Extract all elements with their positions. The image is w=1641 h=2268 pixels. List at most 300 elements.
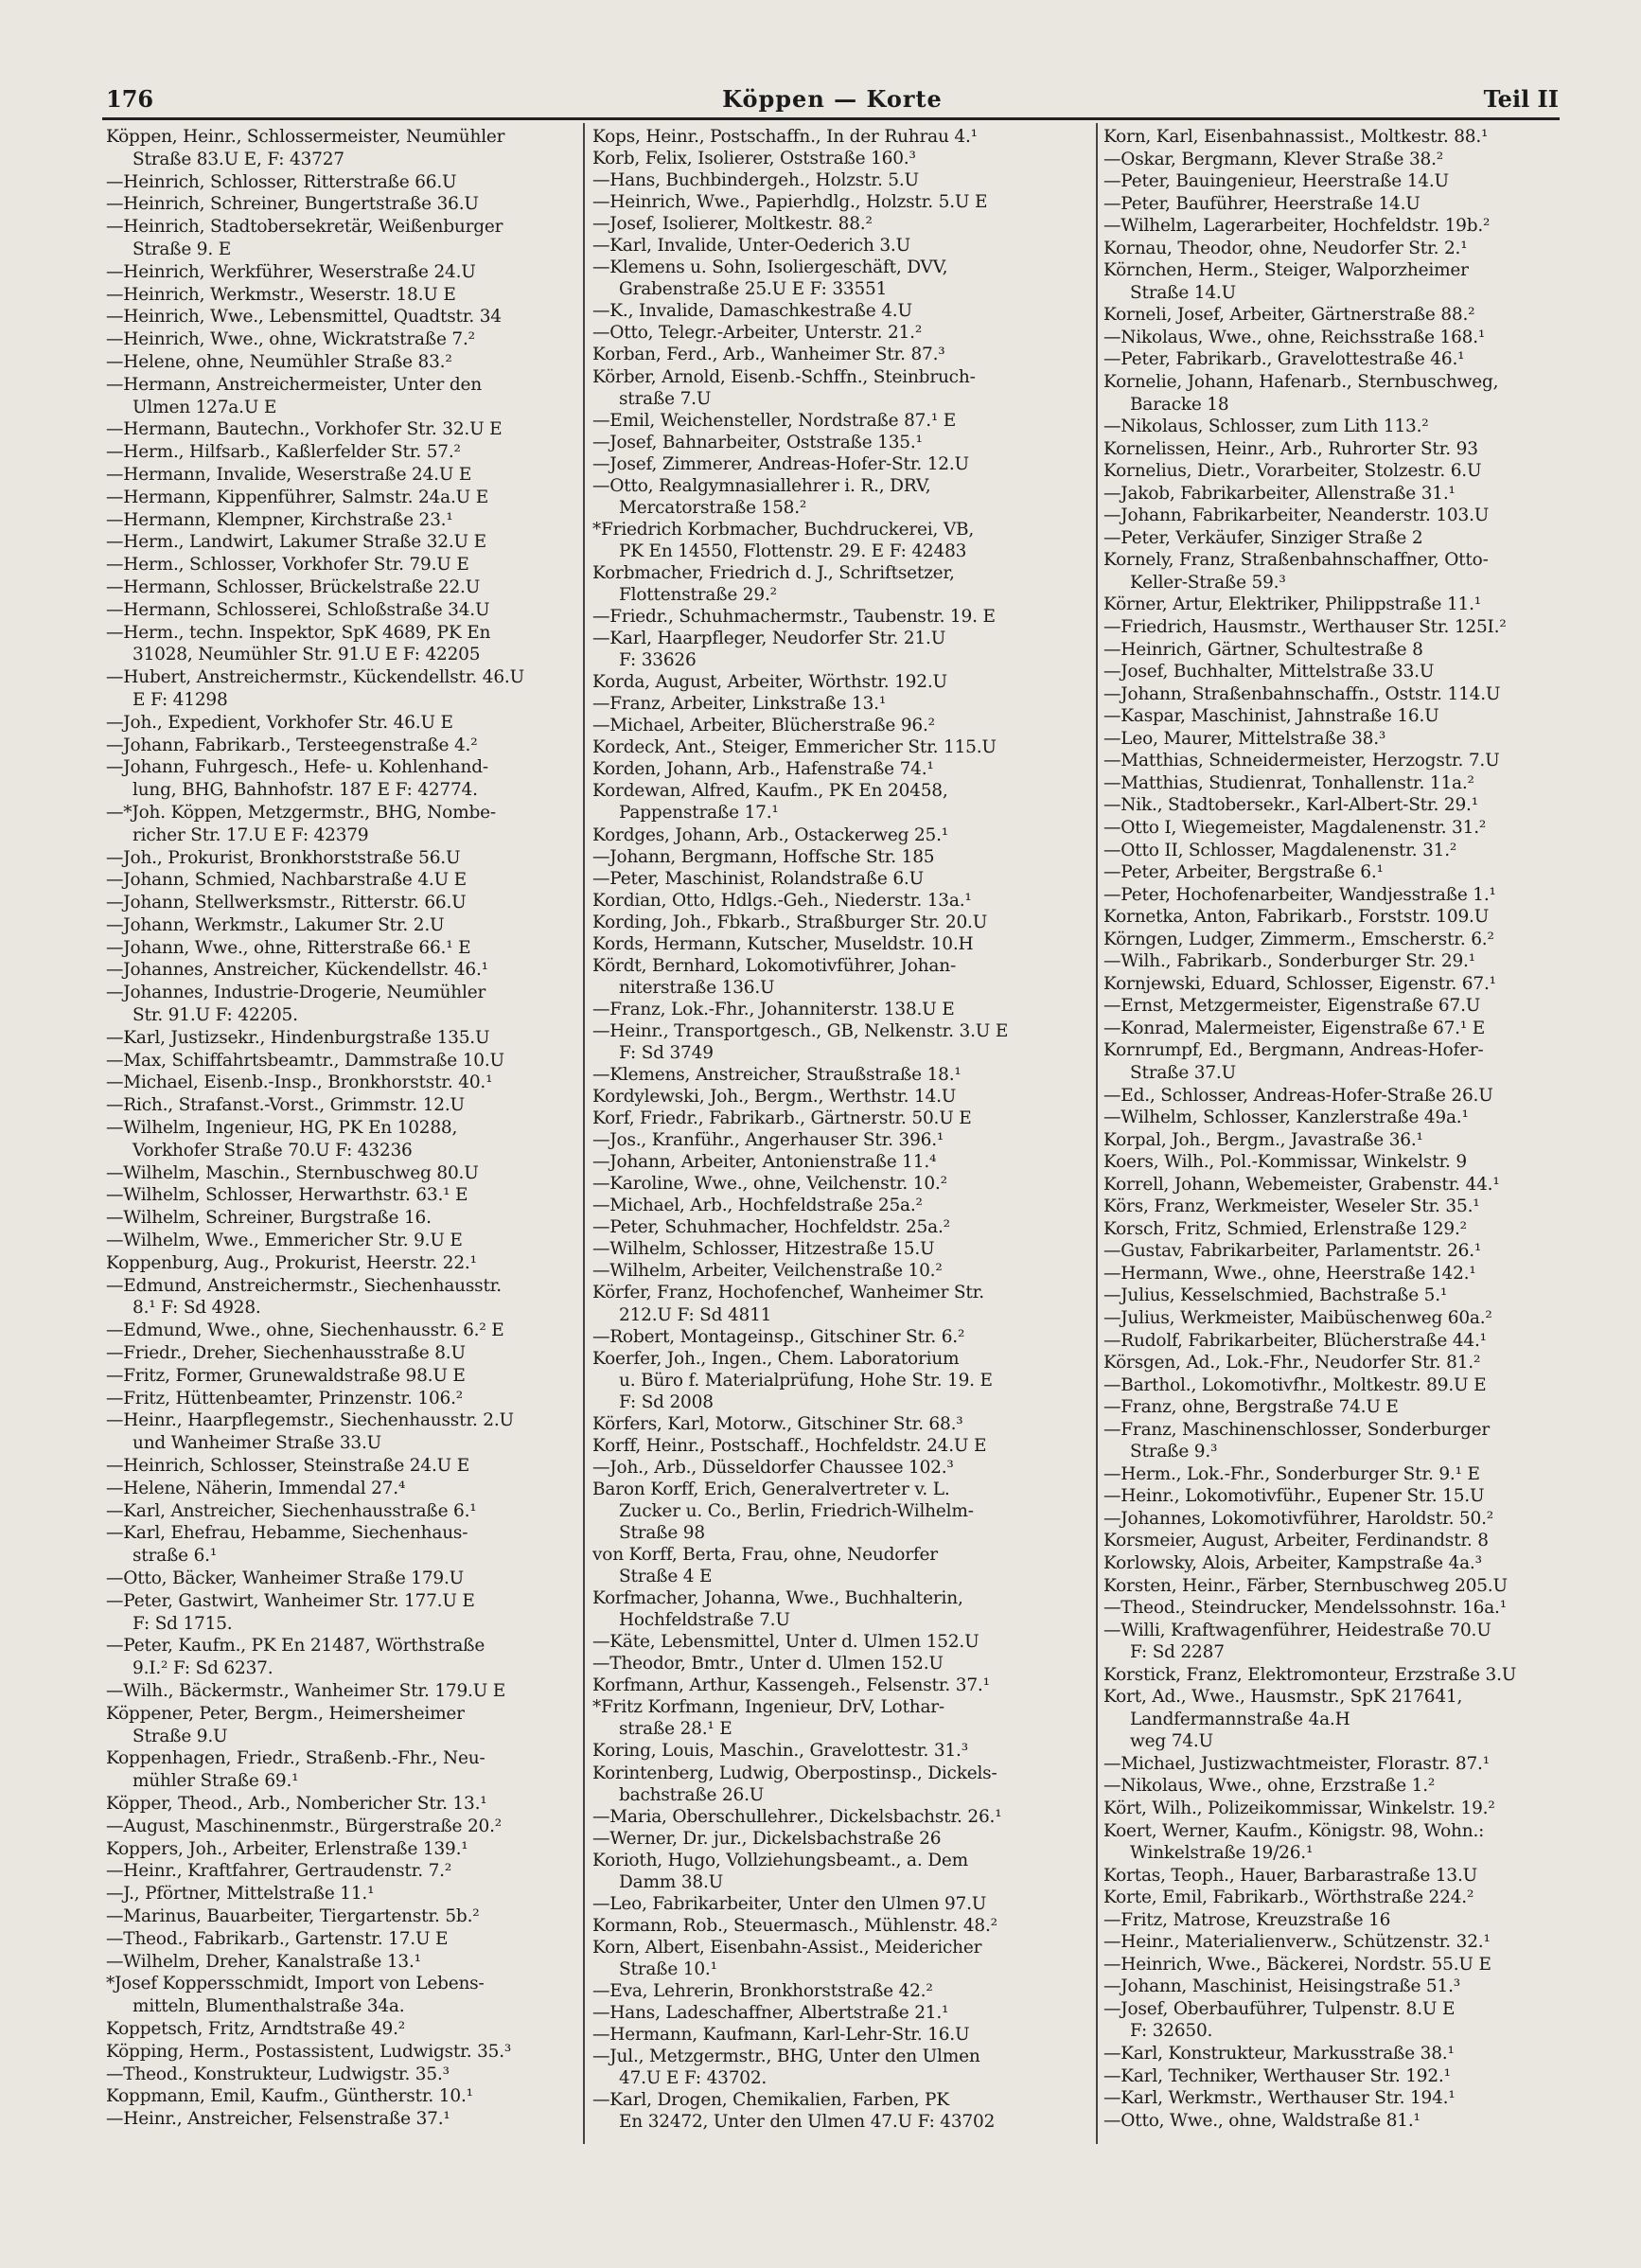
entry-line: Kort, Ad., Wwe., Hausmstr., SpK 217641,: [1103, 1687, 1463, 1708]
entry-line: —Otto II, Schlosser, Magdalenenstr. 31.²: [1103, 840, 1457, 860]
entry-line: —Nik., Stadtobersekr., Karl-Albert-Str. 29.¹: [1103, 795, 1478, 816]
directory-entry: [106, 418, 579, 441]
entry-line: —Friedr., Schuhmachermstr., Taubenstr. 19. E: [592, 607, 996, 628]
entry-line: —Peter, Kaufm., PK En 21487, Wörthstraße: [106, 1636, 485, 1657]
entry-line: —Rudolf, Fabrikarbeiter, Blücherstraße 44.¹: [1103, 1330, 1487, 1351]
directory-entry: [1103, 505, 1560, 527]
directory-column-1: [106, 126, 579, 2131]
entry-line: —Karl, Invalide, Unter-Oederich 3.U: [592, 236, 911, 257]
header-rule: [102, 117, 1560, 120]
directory-entry: [592, 1587, 1092, 1631]
directory-entry: [592, 562, 1092, 606]
directory-entry: [106, 1230, 579, 1252]
entry-line: —Marinus, Bauarbeiter, Tiergartenstr. 5b.²: [106, 1905, 480, 1926]
directory-entry: [106, 1409, 579, 1455]
directory-entry: [592, 366, 1092, 410]
page-number: 176: [106, 85, 154, 113]
directory-entry: [592, 1282, 1092, 1325]
directory-entry: [592, 235, 1092, 257]
entry-continuation-line: 212.U F: Sd 4811: [619, 1304, 772, 1325]
entry-continuation-line: Straße 9. E: [132, 239, 232, 259]
directory-entry: [1103, 840, 1560, 862]
entry-continuation-line: Keller-Straße 59.³: [1130, 572, 1286, 593]
directory-entry: [1103, 549, 1560, 594]
directory-entry: [592, 1064, 1092, 1086]
directory-entry: [1103, 594, 1560, 616]
entry-line: —Oskar, Bergmann, Klever Straße 38.²: [1103, 149, 1443, 169]
entry-line: Köpper, Theod., Arb., Nombericher Str. 13.¹: [106, 1793, 487, 1814]
directory-entry: [592, 1828, 1092, 1850]
entry-line: —Klemens, Anstreicher, Straußstraße 18.¹: [592, 1065, 962, 1086]
entry-line: —Theod., Fabrikarb., Gartenstr. 17.U E: [106, 1928, 449, 1949]
entry-line: —Heinr., Materialienverw., Schützenstr. 32.¹: [1103, 1932, 1491, 1953]
directory-entry: [1103, 861, 1560, 884]
entry-continuation-line: 47.U E F: 43702.: [619, 2068, 768, 2089]
entry-line: —Johannes, Lokomotivführer, Haroldstr. 50.²: [1103, 1508, 1493, 1529]
directory-entry: [106, 441, 579, 464]
directory-entry: [1103, 1530, 1560, 1552]
entry-continuation-line: Hochfeldstraße 7.U: [619, 1610, 790, 1631]
directory-entry: [1103, 371, 1560, 416]
directory-entry: [106, 1275, 579, 1320]
directory-entry: [106, 2041, 579, 2064]
directory-entry: [1103, 1085, 1560, 1107]
entry-line: *Friedrich Korbmacher, Buchdruckerei, VB,: [592, 519, 975, 540]
directory-entry: [106, 937, 579, 960]
entry-continuation-line: Damm 38.U: [619, 1871, 724, 1892]
directory-entry: [592, 322, 1092, 344]
directory-entry: [592, 1086, 1092, 1107]
entry-line: —Hermann, Klempner, Kirchstraße 23.¹: [106, 509, 453, 530]
directory-entry: [592, 1631, 1092, 1653]
entry-line: —Wilhelm, Ingenieur, HG, PK En 10288,: [106, 1118, 458, 1139]
entry-line: —Hermann, Kaufmann, Karl-Lehr-Str. 16.U: [592, 2025, 970, 2046]
entry-line: —Hans, Ladeschaffner, Albertstraße 21.¹: [592, 2003, 949, 2024]
entry-continuation-line: 8.¹ F: Sd 4928.: [132, 1298, 261, 1319]
entry-line: —Wilhelm, Schreiner, Burgstraße 16.: [106, 1208, 432, 1229]
entry-line: —Matthias, Studienrat, Tonhallenstr. 11a.²: [1103, 772, 1474, 793]
entry-line: —Hermann, Kippenführer, Salmstr. 24a.U E: [106, 487, 489, 507]
entry-line: —Herm., Landwirt, Lakumer Straße 32.U E: [106, 532, 486, 553]
entry-line: Korioth, Hugo, Vollziehungsbeamt., a. Dem: [592, 1850, 968, 1870]
entry-continuation-line: 9.I.² F: Sd 6237.: [132, 1658, 274, 1679]
entry-line: —Gustav, Fabrikarbeiter, Parlamentstr. 26.¹: [1103, 1241, 1482, 1262]
entry-line: Koers, Wilh., Pol.-Kommissar, Winkelstr. 9: [1103, 1152, 1467, 1173]
entry-line: —Franz, ohne, Bergstraße 74.U E: [1103, 1397, 1399, 1418]
directory-entry: [1103, 1129, 1560, 1152]
directory-entry: [592, 912, 1092, 933]
entry-line: Koppetsch, Fritz, Arndtstraße 49.²: [106, 2018, 406, 2039]
entry-line: Kordylewski, Joh., Bergm., Werthstr. 14.U: [592, 1087, 957, 1107]
entry-line: Korte, Emil, Fabrikarb., Wörthstraße 224.²: [1103, 1887, 1474, 1908]
directory-entry: [106, 464, 579, 487]
entry-line: Kordges, Johann, Arb., Ostackerweg 25.¹: [592, 824, 949, 845]
entry-line: —Joh., Expedient, Vorkhofer Str. 46.U E: [106, 712, 453, 733]
entry-line: Koring, Louis, Maschin., Gravelottestr. 31.³: [592, 1741, 968, 1762]
entry-line: —Heinrich, Werkführer, Weserstraße 24.U: [106, 261, 476, 282]
entry-line: Koppenhagen, Friedr., Straßenb.-Fhr., Neu-: [106, 1748, 485, 1769]
entry-continuation-line: Winkelstraße 19/26.¹: [1130, 1843, 1314, 1864]
directory-entry: [106, 1027, 579, 1050]
entry-line: —Fritz, Former, Grunewaldstraße 98.U E: [106, 1365, 466, 1386]
directory-entry: [106, 847, 579, 870]
entry-line: —Hermann, Schlosserei, Schloßstraße 34.U: [106, 599, 490, 620]
entry-line: —Max, Schiffahrtsbeamtr., Dammstraße 10.U: [106, 1050, 504, 1071]
entry-line: Korintenberg, Ludwig, Oberpostinsp., Dickels-: [592, 1763, 997, 1783]
directory-entry: [592, 1696, 1092, 1740]
directory-entry: [1103, 1151, 1560, 1174]
entry-line: —Nikolaus, Wwe., ohne, Erzstraße 1.²: [1103, 1776, 1436, 1797]
entry-line: —Karl, Techniker, Werthauser Str. 192.¹: [1103, 2065, 1451, 2086]
part-label: Teil II: [1483, 85, 1559, 113]
entry-line: —Friedr., Dreher, Siechenhausstraße 8.U: [106, 1343, 466, 1364]
directory-entry: [592, 1740, 1092, 1762]
entry-line: Körs, Franz, Werkmeister, Weseler Str. 35.¹: [1103, 1196, 1480, 1217]
directory-entry: [1103, 193, 1560, 216]
directory-entry: [1103, 1307, 1560, 1330]
entry-line: —Edmund, Wwe., ohne, Siechenhausstr. 6.² E: [106, 1320, 504, 1341]
directory-entry: [1103, 705, 1560, 728]
entry-line: Kordian, Otto, Hdlgs.-Geh., Niederstr. 13a.¹: [592, 890, 972, 911]
directory-entry: [106, 599, 579, 622]
directory-entry: [592, 736, 1092, 758]
entry-continuation-line: F: Sd 3749: [619, 1042, 714, 1063]
entry-continuation-line: Straße 98: [619, 1523, 705, 1543]
directory-entry: [1103, 416, 1560, 438]
directory-entry: [592, 999, 1092, 1020]
directory-entry: [1103, 639, 1560, 662]
entry-line: Korb, Felix, Isolierer, Oststraße 160.³: [592, 149, 916, 169]
entry-continuation-line: PK En 14550, Flottenstr. 29. E F: 42483: [619, 540, 967, 561]
entry-continuation-line: Straße 9.³: [1130, 1442, 1218, 1462]
directory-entry: [106, 193, 579, 216]
directory-entry: [106, 2018, 579, 2041]
entry-line: —Heinrich, Schreiner, Bungertstraße 36.U: [106, 194, 479, 215]
entry-continuation-line: niterstraße 136.U: [619, 977, 775, 998]
entry-continuation-line: Pappenstraße 17.¹: [619, 803, 779, 824]
directory-entry: [1103, 2065, 1560, 2088]
directory-entry: [106, 1635, 579, 1680]
entry-line: —Heinr., Haarpflegemstr., Siechenhausstr. 2.U: [106, 1410, 514, 1431]
directory-entry: [1103, 772, 1560, 795]
directory-entry: [1103, 2110, 1560, 2133]
entry-continuation-line: straße 6.¹: [132, 1546, 218, 1567]
directory-entry: [106, 487, 579, 509]
directory-entry: [106, 1184, 579, 1207]
directory-entry: [592, 148, 1092, 169]
entry-line: —Herm., techn. Inspektor, SpK 4689, PK En: [106, 622, 491, 643]
entry-line: Korpal, Joh., Bergm., Javastraße 36.¹: [1103, 1129, 1423, 1150]
directory-entry: [1103, 2087, 1560, 2110]
entry-continuation-line: F: 32650.: [1130, 2021, 1213, 2042]
directory-entry: [106, 1816, 579, 1838]
entry-line: —Josef, Zimmerer, Andreas-Hofer-Str. 12.U: [592, 453, 969, 474]
directory-entry: [106, 171, 579, 194]
directory-entry: [592, 1151, 1092, 1173]
directory-entry: [106, 1320, 579, 1342]
directory-entry: [1103, 661, 1560, 683]
directory-entry: [106, 1522, 579, 1568]
entry-continuation-line: und Wanheimer Straße 33.U: [132, 1433, 382, 1454]
entry-line: Körnchen, Herm., Steiger, Walporzheimer: [1103, 260, 1469, 281]
directory-entry: [1103, 348, 1560, 371]
entry-continuation-line: Vorkhofer Straße 70.U F: 43236: [132, 1140, 413, 1161]
directory-entry: [106, 869, 579, 892]
entry-line: —Nikolaus, Wwe., ohne, Reichsstraße 168.¹: [1103, 327, 1486, 347]
entry-line: —Fritz, Hüttenbeamter, Prinzenstr. 106.²: [106, 1388, 463, 1409]
entry-line: —Peter, Bauingenieur, Heerstraße 14.U: [1103, 171, 1449, 192]
entry-line: —Joh., Arb., Düsseldorfer Chaussee 102.³: [592, 1457, 954, 1478]
entry-line: Koert, Werner, Kaufm., Königstr. 98, Wohn.:: [1103, 1820, 1485, 1841]
directory-entry: [106, 1905, 579, 1928]
directory-entry: [106, 576, 579, 599]
entry-continuation-line: Zucker u. Co., Berlin, Friedrich-Wilhelm-: [619, 1500, 974, 1521]
entry-line: —Julius, Werkmeister, Maibüschenweg 60a.²: [1103, 1307, 1492, 1328]
entry-line: —Hermann, Invalide, Weserstraße 24.U E: [106, 464, 472, 485]
entry-line: —Wilhelm, Dreher, Kanalstraße 13.¹: [106, 1951, 421, 1972]
entry-line: —Käte, Lebensmittel, Unter d. Ulmen 152.U: [592, 1632, 979, 1653]
entry-continuation-line: Ulmen 127a.U E: [132, 397, 277, 417]
entry-line: —Michael, Justizwachtmeister, Florastr. 87.¹: [1103, 1753, 1490, 1774]
entry-line: —Johann, Werkmstr., Lakumer Str. 2.U: [106, 914, 445, 935]
entry-line: —*Joh. Köppen, Metzgermstr., BHG, Nombe-: [106, 802, 496, 823]
entry-line: Korstick, Franz, Elektromonteur, Erzstraße 3.U: [1103, 1664, 1517, 1685]
entry-line: —Rich., Strafanst.-Vorst., Grimmstr. 12.U: [106, 1095, 465, 1116]
entry-line: —Kaspar, Maschinist, Jahnstraße 16.U: [1103, 706, 1439, 727]
entry-line: —Josef, Bahnarbeiter, Oststraße 135.¹: [592, 432, 923, 452]
running-title: Köppen — Korte: [722, 85, 943, 113]
directory-entry: [106, 756, 579, 802]
directory-entry: [592, 2002, 1092, 2024]
directory-entry: [1103, 1419, 1560, 1463]
directory-entry: [1103, 884, 1560, 907]
directory-entry: [1103, 1196, 1560, 1218]
entry-line: —Wilhelm, Maschin., Sternbuschweg 80.U: [106, 1162, 479, 1183]
directory-entry: [106, 531, 579, 554]
directory-entry: [1103, 1396, 1560, 1419]
entry-continuation-line: Straße 83.U E, F: 43727: [132, 149, 344, 169]
directory-entry: [1103, 2043, 1560, 2065]
directory-entry: [106, 374, 579, 419]
entry-line: Kords, Hermann, Kutscher, Museldstr. 10.H: [592, 933, 974, 954]
entry-line: —Ernst, Metzgermeister, Eigenstraße 67.U: [1103, 996, 1481, 1017]
directory-entry: [106, 1094, 579, 1117]
directory-entry: [106, 1747, 579, 1793]
entry-line: Koppers, Joh., Arbeiter, Erlenstraße 139.¹: [106, 1838, 468, 1859]
entry-line: Köppener, Peter, Bergm., Heimersheimer: [106, 1703, 465, 1724]
directory-entry: [1103, 460, 1560, 483]
entry-line: Korfmann, Arthur, Kassengeh., Felsenstr. 37.¹: [592, 1675, 990, 1696]
directory-entry: [592, 606, 1092, 628]
directory-entry: [1103, 1775, 1560, 1798]
entry-line: Körner, Artur, Elektriker, Philippstraße 11.¹: [1103, 594, 1481, 615]
entry-line: —Heinr., Lokomotivführ., Eupener Str. 15.U: [1103, 1486, 1485, 1507]
directory-entry: [1103, 794, 1560, 817]
entry-line: —Johann, Wwe., ohne, Ritterstraße 66.¹ E: [106, 937, 471, 958]
entry-line: —Heinrich, Wwe., ohne, Wickratstraße 7.²: [106, 329, 475, 350]
entry-continuation-line: straße 28.¹ E: [619, 1719, 732, 1740]
entry-line: —Heinrich, Wwe., Papierhdlg., Holzstr. 5.U E: [592, 192, 988, 213]
directory-entry: [1103, 170, 1560, 193]
directory-entry: [1103, 1463, 1560, 1486]
directory-entry: [1103, 1330, 1560, 1353]
entry-line: —Maria, Oberschullehrer., Dickelsbachstr. 26.¹: [592, 1806, 1002, 1827]
directory-entry: [592, 1674, 1092, 1696]
entry-line: —Helene, ohne, Neumühler Straße 83.²: [106, 351, 452, 372]
directory-entry: [106, 216, 579, 261]
directory-entry: [592, 257, 1092, 300]
entry-line: Körngen, Ludger, Zimmerm., Emscherstr. 6.²: [1103, 929, 1494, 949]
directory-entry: [1103, 1931, 1560, 1954]
directory-entry: [1103, 238, 1560, 260]
entry-line: —Franz, Arbeiter, Linkstraße 13.¹: [592, 694, 887, 715]
directory-entry: [592, 1457, 1092, 1479]
entry-line: Koppenburg, Aug., Prokurist, Heerstr. 22.¹: [106, 1252, 477, 1273]
directory-entry: [1103, 1954, 1560, 1976]
entry-line: —Hermann, Bautechn., Vorkhofer Str. 32.U E: [106, 419, 503, 440]
directory-entry: [1103, 1285, 1560, 1307]
entry-line: —Peter, Bauführer, Heerstraße 14.U: [1103, 193, 1420, 214]
entry-continuation-line: F: 33626: [619, 650, 697, 671]
entry-line: —Wilhelm, Lagerarbeiter, Hochfeldstr. 19b.²: [1103, 216, 1491, 237]
entry-line: —Otto, Telegr.-Arbeiter, Unterstr. 21.²: [592, 323, 923, 344]
directory-entry: [592, 1806, 1092, 1828]
directory-entry: [1103, 1664, 1560, 1687]
entry-line: Kört, Wilh., Polizeikommissar, Winkelstr. 19.²: [1103, 1798, 1495, 1819]
entry-line: Korden, Johann, Arb., Hafenstraße 74.¹: [592, 759, 934, 780]
directory-entry: [1103, 215, 1560, 238]
directory-entry: [106, 1860, 579, 1883]
directory-entry: [1103, 1263, 1560, 1285]
directory-entry: [592, 1413, 1092, 1435]
entry-line: Kördt, Bernhard, Lokomotivführer, Johan-: [592, 955, 956, 976]
entry-line: Korff, Heinr., Postschaff., Hochfeldstr. 24.U E: [592, 1435, 987, 1456]
directory-entry: [592, 1195, 1092, 1216]
directory-entry: [1103, 1798, 1560, 1820]
directory-entry: [1103, 259, 1560, 304]
directory-entry: [1103, 1485, 1560, 1508]
directory-entry: [592, 475, 1092, 519]
entry-line: Korf, Friedr., Fabrikarb., Gärtnerstr. 50.U E: [592, 1108, 972, 1129]
directory-entry: [1103, 950, 1560, 973]
directory-entry: [106, 554, 579, 576]
entry-line: —Wilh., Bäckermstr., Wanheimer Str. 179.U E: [106, 1680, 506, 1701]
directory-entry: [1103, 126, 1560, 149]
directory-entry: [106, 892, 579, 914]
directory-entry: [592, 868, 1092, 890]
directory-entry: [106, 1365, 579, 1388]
entry-line: Körsgen, Ad., Lok.-Fhr., Neudorfer Str. 81.²: [1103, 1353, 1481, 1373]
entry-line: —Heinrich, Schlosser, Ritterstraße 66.U: [106, 171, 457, 192]
entry-line: Körfers, Karl, Motorw., Gitschiner Str. 68.³: [592, 1413, 963, 1434]
column-divider: [1096, 123, 1098, 2144]
entry-line: —Otto, Bäcker, Wanheimer Straße 179.U: [106, 1568, 465, 1588]
entry-line: Korsmeier, August, Arbeiter, Ferdinandstr. 8: [1103, 1531, 1489, 1551]
entry-line: —Wilhelm, Schlosser, Hitzestraße 15.U: [592, 1239, 935, 1260]
entry-line: —Theodor, Bmtr., Unter d. Ulmen 152.U: [592, 1654, 944, 1674]
entry-continuation-line: Straße 37.U: [1130, 1062, 1236, 1083]
entry-line: —Johann, Schmied, Nachbarstraße 4.U E: [106, 870, 467, 891]
entry-continuation-line: straße 7.U: [619, 388, 712, 409]
directory-entry: [106, 1478, 579, 1500]
directory-entry: [1103, 1597, 1560, 1620]
entry-continuation-line: mitteln, Blumenthalstraße 34a.: [132, 1996, 405, 2017]
directory-entry: [1103, 1865, 1560, 1887]
directory-entry: [106, 1838, 579, 1861]
entry-line: Kornjewski, Eduard, Schlosser, Eigenstr. 67.¹: [1103, 973, 1496, 994]
directory-entry: [1103, 1909, 1560, 1932]
directory-column-3: [1103, 126, 1560, 2132]
entry-line: —Heinr., Anstreicher, Felsenstraße 37.¹: [106, 2109, 450, 2130]
entry-line: —Jakob, Fabrikarbeiter, Allenstraße 31.¹: [1103, 483, 1456, 504]
entry-line: Köpping, Herm., Postassistent, Ludwigstr. 35.³: [106, 2041, 512, 2062]
entry-line: —Hermann, Anstreichermeister, Unter den: [106, 374, 482, 395]
directory-entry: [1103, 1753, 1560, 1776]
entry-line: —Franz, Lok.-Fhr., Johanniterstr. 138.U E: [592, 999, 955, 1019]
directory-entry: [106, 1162, 579, 1185]
entry-line: —Johann, Stellwerksmstr., Ritterstr. 66.U: [106, 893, 467, 913]
directory-entry: [1103, 1552, 1560, 1575]
directory-entry: [592, 410, 1092, 432]
directory-entry: [106, 1951, 579, 1974]
entry-line: —Ed., Schlosser, Andreas-Hofer-Straße 26.U: [1103, 1085, 1493, 1106]
entry-line: Korfmacher, Johanna, Wwe., Buchhalterin,: [592, 1588, 963, 1609]
entry-line: —Karl, Anstreicher, Siechenhausstraße 6.¹: [106, 1500, 477, 1521]
entry-continuation-line: Straße 10.¹: [619, 1958, 717, 1979]
directory-entry: [592, 824, 1092, 846]
entry-line: —Theod., Steindrucker, Mendelssohnstr. 16a.¹: [1103, 1598, 1507, 1619]
directory-entry: [592, 1260, 1092, 1282]
entry-line: Korbmacher, Friedrich d. J., Schriftsetzer,: [592, 562, 955, 583]
directory-entry: [106, 351, 579, 374]
entry-line: —Otto, Realgymnasiallehrer i. R., DRV,: [592, 475, 931, 496]
entry-line: —Barthol., Lokomotivfhr., Moltkestr. 89.U E: [1103, 1374, 1487, 1395]
entry-line: —Peter, Fabrikarb., Gravelottestraße 46.¹: [1103, 349, 1465, 370]
entry-line: —Theod., Konstrukteur, Ludwigstr. 35.³: [106, 2064, 450, 2084]
directory-entry: [1103, 1374, 1560, 1397]
directory-entry: [1103, 1976, 1560, 1998]
entry-continuation-line: mühler Straße 69.¹: [132, 1771, 299, 1792]
entry-continuation-line: F: Sd 2008: [619, 1391, 714, 1412]
entry-line: —Hermann, Schlosser, Brückelstraße 22.U: [106, 576, 481, 597]
directory-entry: [592, 1348, 1092, 1413]
entry-line: —Otto, Wwe., ohne, Waldstraße 81.¹: [1103, 2110, 1420, 2131]
directory-entry: [106, 1050, 579, 1072]
entry-line: Körfer, Franz, Hochofenchef, Wanheimer Str.: [592, 1283, 984, 1303]
directory-entry: [592, 213, 1092, 235]
directory-entry: [592, 671, 1092, 693]
entry-line: —Wilhelm, Arbeiter, Veilchenstraße 10.²: [592, 1261, 943, 1282]
directory-entry: [592, 1980, 1092, 2002]
entry-line: Korn, Karl, Eisenbahnassist., Moltkestr. 88.¹: [1103, 127, 1489, 147]
directory-entry: [106, 1072, 579, 1094]
entry-line: —Heinr., Transportgesch., GB, Nelkenstr. 3.U E: [592, 1020, 1009, 1041]
directory-entry: [106, 666, 579, 712]
entry-line: —Karoline, Wwe., ohne, Veilchenstr. 10.²: [592, 1174, 947, 1195]
entry-line: Korn, Albert, Eisenbahn-Assist., Meidericher: [592, 1937, 982, 1958]
entry-line: —Wilhelm, Wwe., Emmericher Str. 9.U E: [106, 1231, 463, 1251]
directory-entry: [1103, 1575, 1560, 1598]
directory-entry: [1103, 1998, 1560, 2043]
entry-line: *Josef Koppersschmidt, Import von Lebens-: [106, 1974, 485, 1994]
directory-entry: [592, 758, 1092, 780]
directory-entry: [106, 1207, 579, 1230]
directory-entry: [1103, 973, 1560, 996]
entry-continuation-line: Straße 9.U: [132, 1726, 228, 1746]
entry-line: Köppen, Heinr., Schlossermeister, Neumühler: [106, 127, 505, 147]
directory-entry: [106, 1590, 579, 1636]
directory-entry: [106, 1252, 579, 1275]
